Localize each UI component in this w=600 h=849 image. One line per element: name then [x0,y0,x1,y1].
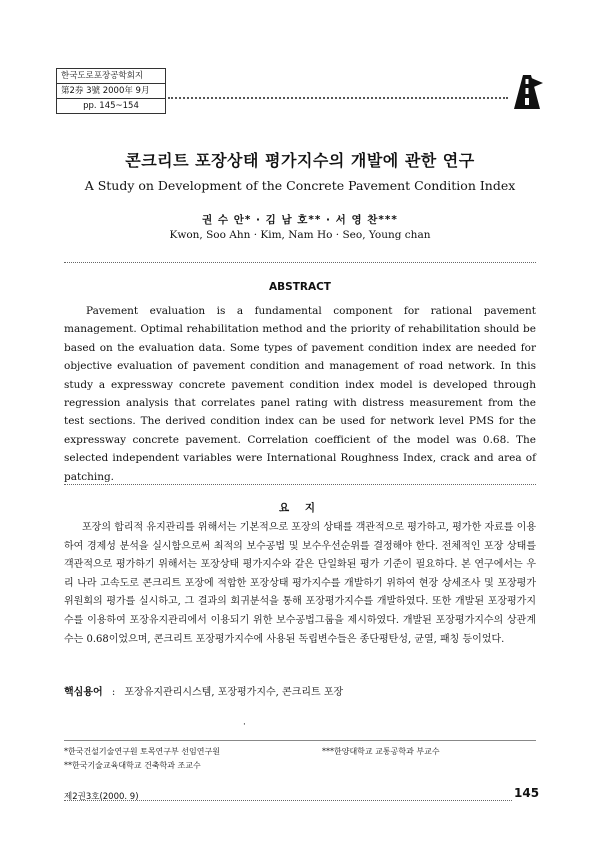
decorative-dot: · [243,720,246,730]
journal-info-box [56,68,166,114]
abstract-heading: ABSTRACT [269,281,331,293]
keywords-label: 핵심용어 [64,687,103,698]
keywords-separator: : [111,687,116,698]
journal-pages: pp. 145~154 [83,101,139,111]
authors-english: Kwon, Soo Ahn · Kim, Nam Ho · Seo, Young chan [169,229,431,241]
abstract-body: Pavement evaluation is a fundamental component for rational pavement management. Optimal rehabilitation method and the priority of rehabilitation should be based on the evaluation data. Some types of pavement condition index are needed for objective evaluation of pavement condition and management of road network. In this study a expressway concrete pavement condition index model is developed through regression analysis that correlates panel rating with distress measurement from the test sections. The derived condition index can be used for network level PMS for the expressway concrete pavement. Correlation coefficient of the model was 0.68. The selected independent variables were International Roughness Index, crack and area of patching. [64,305,536,483]
footnote-3: ***한양대학교 교통공학과 부교수 [322,747,440,756]
keywords-text: 포장유지관리시스템, 포장평가지수, 콘크리트 포장 [124,687,344,698]
road-logo-icon [510,73,544,109]
footnote-rule [64,740,536,741]
page-number: 145 [514,786,540,800]
footnote-2: **한국기술교육대학교 건축학과 조교수 [64,761,201,770]
footer-dotted-rule [64,800,512,801]
divider-middle [64,484,536,485]
authors-korean: 권 수 안* · 김 남 호** · 서 영 찬*** [202,214,398,226]
title-korean: 콘크리트 포장상태 평가지수의 개발에 관한 연구 [125,151,475,170]
keywords-line [64,683,536,698]
summary-body: 포장의 합리적 유지관리를 위해서는 기본적으로 포장의 상태를 객관적으로 평가하고, 평가한 자료를 이용하여 경제성 분석을 실시함으로써 최적의 보수공법 및 보수우선순위를 결정해야 한다. 전체적인 포장 상태를 객관적으로 평가하기 위해서는 포장상태 평가지수와 같은 단일화된 평가 기준이 필요하다. 본 연구에서는 우리 나라 고속도로 콘크리트 포장에 적합한 포장상태 평가지수를 개발하기 위하여 현장 상세조사 및 포장평가위원회의 평가를 실시하고, 그 결과의 회귀분석을 통해 포장평가지수를 개발하였다. 또한 개발된 포장평가지수를 이용하여 포장유지관리에서 이용되기 위한 보수공법그룹을 제시하였다. 개발된 포장평가지수의 상관계수는 0.68이었으며, 콘크리트 포장평가지수에 사용된 독립변수들은 종단평탄성, 균열, 패칭 등이었다. [64,522,536,645]
divider-top [64,262,536,263]
header-dotted-line [168,97,508,99]
footer-issue: 제2권3호(2000. 9) [64,792,139,802]
journal-name: 한국도로포장공학회지 [57,69,165,84]
title-english: A Study on Development of the Concrete Pavement Condition Index [84,178,516,193]
journal-volume: 第2券 3號 2000年 9月 [57,84,165,99]
footnote-1: *한국건설기술연구원 토목연구부 선임연구원 [64,747,220,756]
summary-heading: 요 지 [279,502,321,514]
